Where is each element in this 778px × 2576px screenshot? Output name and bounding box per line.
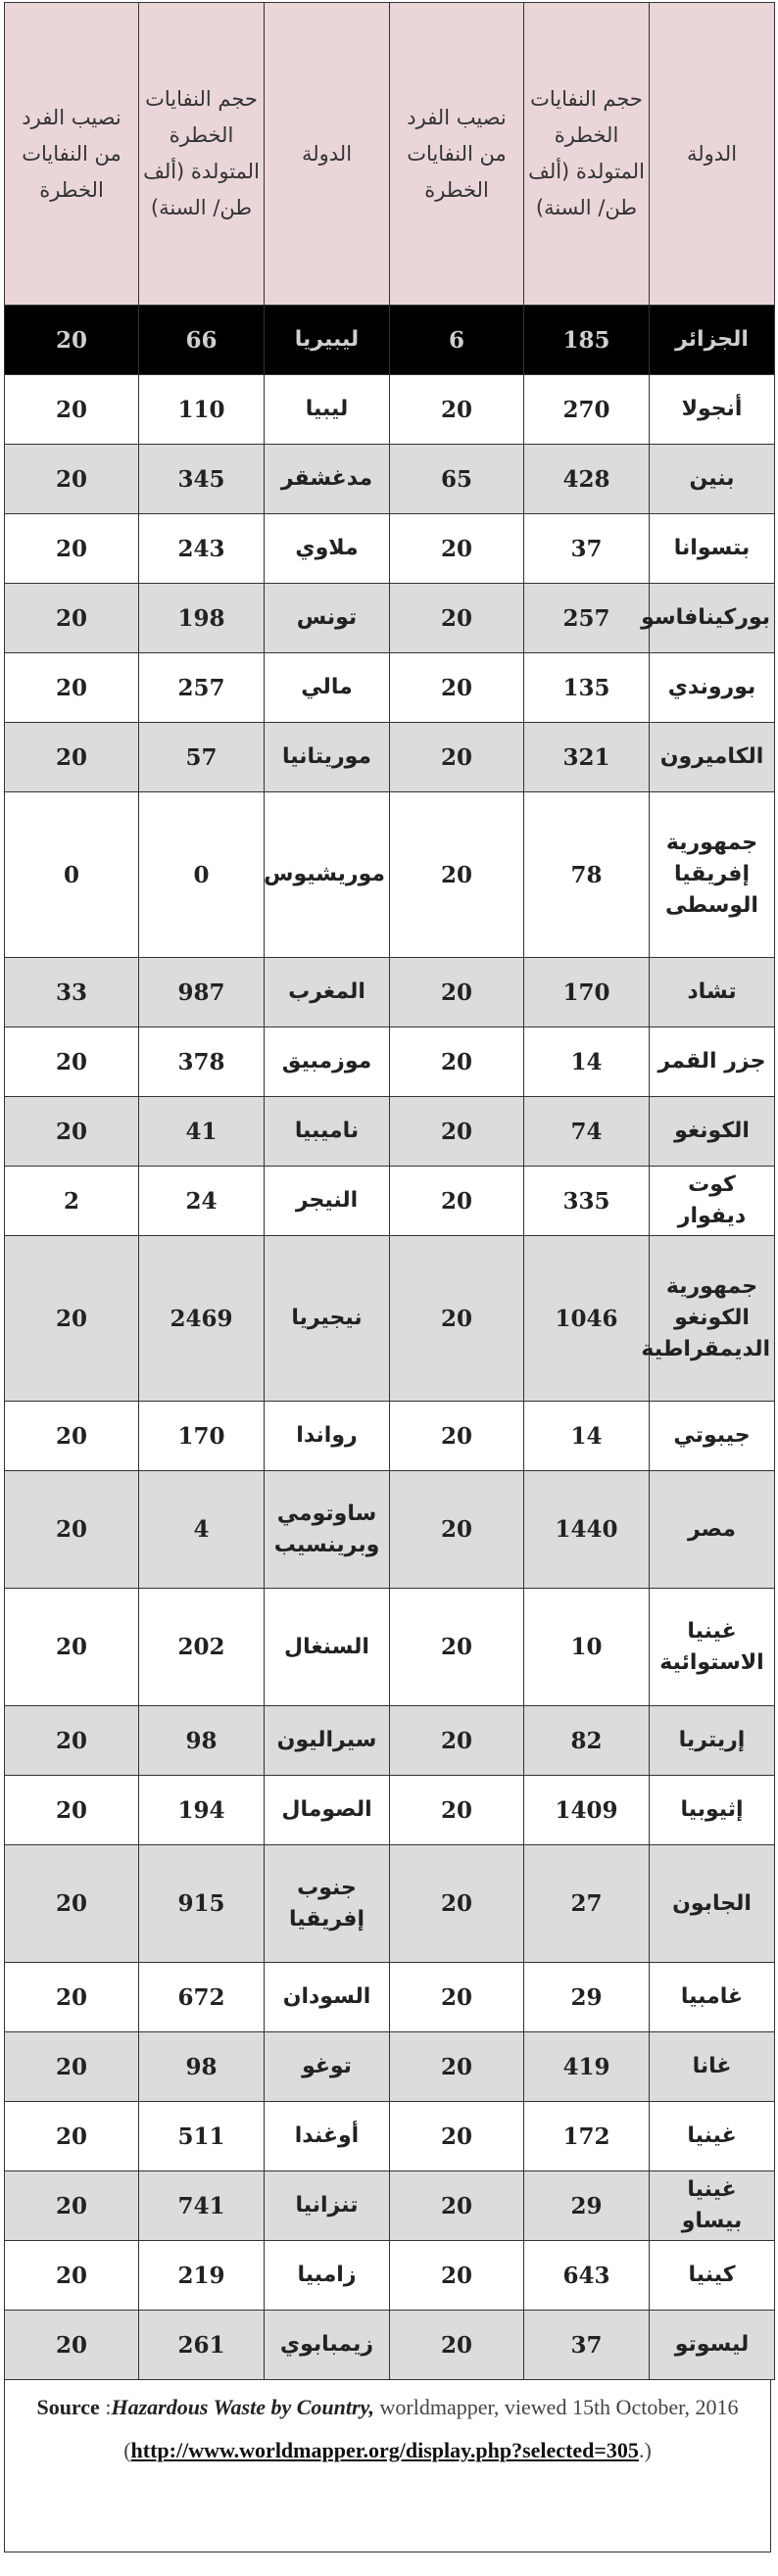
cell-share: 20 [5,1471,139,1589]
cell-share: 20 [390,2032,524,2102]
cell-share: 20 [390,958,524,1027]
table-row [5,584,775,653]
cell-share: 20 [5,2311,139,2380]
cell-volume: 257 [524,584,650,653]
page [4,2,774,2552]
table-row [5,653,775,723]
cell-share: 20 [5,1706,139,1776]
cell-country: مالي [265,653,390,723]
cell-share: 20 [390,1027,524,1097]
cell-volume: 987 [139,958,265,1027]
cell-country: غينيا [650,2102,775,2171]
cell-country: غانا [650,2032,775,2102]
cell-share: 20 [390,1963,524,2032]
table-row [5,1471,775,1589]
cell-country: بوروندي [650,653,775,723]
cell-country: موريشيوس [265,792,390,958]
cell-share: 33 [5,958,139,1027]
source-end: .) [638,2438,652,2462]
cell-volume: 185 [524,306,650,375]
cell-country: بتسوانا [650,514,775,584]
cell-share: 20 [390,653,524,723]
cell-share: 20 [5,445,139,514]
cell-country: ناميبيا [265,1097,390,1167]
cell-country: تنزانيا [265,2171,390,2241]
cell-country: جيبوتي [650,1402,775,1471]
cell-volume: 378 [139,1027,265,1097]
cell-share: 20 [5,2241,139,2311]
cell-share: 20 [390,1236,524,1402]
cell-volume: 2469 [139,1236,265,1402]
cell-share: 20 [5,1027,139,1097]
cell-share: 20 [390,2102,524,2171]
cell-share: 20 [5,1097,139,1167]
cell-country: ملاوي [265,514,390,584]
cell-country: الكونغو [650,1097,775,1167]
cell-volume: 10 [524,1589,650,1706]
cell-share: 20 [390,1845,524,1963]
table-row [5,1097,775,1167]
cell-volume: 24 [139,1167,265,1236]
cell-volume: 14 [524,1402,650,1471]
cell-volume: 219 [139,2241,265,2311]
cell-country: المغرب [265,958,390,1027]
cell-volume: 321 [524,723,650,792]
cell-share: 20 [390,1589,524,1706]
cell-share: 20 [5,2171,139,2241]
cell-volume: 135 [524,653,650,723]
cell-country: جمهورية إفريقيا الوسطى [650,792,775,958]
table-row [5,1706,775,1776]
cell-share: 20 [390,723,524,792]
cell-country: جمهورية الكونغو الديمقراطية [650,1236,775,1402]
cell-country: تشاد [650,958,775,1027]
cell-volume: 198 [139,584,265,653]
cell-volume: 74 [524,1097,650,1167]
cell-country: جزر القمر [650,1027,775,1097]
cell-share: 20 [390,2171,524,2241]
table-row [5,1027,775,1097]
table-row [5,1963,775,2032]
cell-country: إثيوبيا [650,1776,775,1845]
cell-volume: 511 [139,2102,265,2171]
table-row [5,2311,775,2380]
source-link[interactable]: http://www.worldmapper.org/display.php?selected=305 [130,2438,639,2462]
cell-share: 20 [5,584,139,653]
table-row [5,1589,775,1706]
cell-volume: 29 [524,2171,650,2241]
table-row [5,1845,775,1963]
cell-share: 2 [5,1167,139,1236]
cell-country: السودان [265,1963,390,2032]
cell-volume: 172 [524,2102,650,2171]
header-country: الدولة [265,3,390,306]
cell-country: كينيا [650,2241,775,2311]
cell-volume: 428 [524,445,650,514]
cell-share: 20 [390,584,524,653]
cell-country: الجزائر [650,306,775,375]
cell-share: 20 [5,306,139,375]
cell-country: ساوتومي وبرينسيب [265,1471,390,1589]
table-row [5,2102,775,2171]
cell-share: 20 [390,792,524,958]
cell-volume: 1046 [524,1236,650,1402]
header-country: الدولة [650,3,775,306]
table-row [5,1236,775,1402]
cell-country: سيراليون [265,1706,390,1776]
table-row [5,2032,775,2102]
cell-volume: 37 [524,514,650,584]
header-volume: حجم النفايات الخطرة المتولدة (ألف طن/ السنة) [139,3,265,306]
cell-country: النيجر [265,1167,390,1236]
cell-country: مصر [650,1471,775,1589]
cell-share: 20 [5,1402,139,1471]
header-volume: حجم النفايات الخطرة المتولدة (ألف طن/ السنة) [524,3,650,306]
table-row [5,2241,775,2311]
cell-volume: 29 [524,1963,650,2032]
cell-share: 20 [390,1776,524,1845]
source-title: Hazardous Waste by Country, [111,2395,374,2419]
cell-country: غينيا الاستوائية [650,1589,775,1706]
cell-volume: 243 [139,514,265,584]
cell-volume: 98 [139,2032,265,2102]
cell-share: 0 [5,792,139,958]
cell-country: السنغال [265,1589,390,1706]
table-row [5,306,775,375]
cell-country: غامبيا [650,1963,775,2032]
cell-country: زيمبابوي [265,2311,390,2380]
cell-volume: 66 [139,306,265,375]
cell-volume: 110 [139,375,265,445]
cell-share: 20 [5,1963,139,2032]
cell-share: 20 [390,1097,524,1167]
cell-country: كوت ديفوار [650,1167,775,1236]
cell-volume: 1440 [524,1471,650,1589]
table-row [5,514,775,584]
cell-country: موزمبيق [265,1027,390,1097]
cell-country: إريتريا [650,1706,775,1776]
cell-volume: 335 [524,1167,650,1236]
cell-volume: 419 [524,2032,650,2102]
cell-share: 20 [5,2102,139,2171]
cell-volume: 98 [139,1706,265,1776]
cell-volume: 643 [524,2241,650,2311]
cell-volume: 261 [139,2311,265,2380]
table-row [5,1402,775,1471]
cell-country: مدغشقر [265,445,390,514]
table-row [5,958,775,1027]
cell-share: 20 [5,375,139,445]
cell-share: 20 [5,1236,139,1402]
cell-country: ليبيا [265,375,390,445]
cell-volume: 257 [139,653,265,723]
cell-share: 20 [390,375,524,445]
cell-volume: 4 [139,1471,265,1589]
cell-country: رواندا [265,1402,390,1471]
header-row [5,3,775,306]
cell-volume: 78 [524,792,650,958]
header-share: نصيب الفرد من النفايات الخطرة [390,3,524,306]
hazardous-waste-table [4,2,775,2380]
cell-volume: 57 [139,723,265,792]
cell-volume: 27 [524,1845,650,1963]
table-row [5,2171,775,2241]
cell-country: نيجيريا [265,1236,390,1402]
cell-country: زامبيا [265,2241,390,2311]
cell-share: 20 [390,2311,524,2380]
cell-country: تونس [265,584,390,653]
cell-volume: 0 [139,792,265,958]
cell-volume: 741 [139,2171,265,2241]
cell-volume: 82 [524,1706,650,1776]
source-label: Source [36,2395,100,2419]
source-note: Source :Hazardous Waste by Country, worldmapper, viewed 15th October, 2016 (http://www.worldmapper.org/display.php?selected=305.) [4,2380,771,2552]
header-share: نصيب الفرد من النفايات الخطرة [5,3,139,306]
cell-share: 20 [390,1167,524,1236]
cell-volume: 14 [524,1027,650,1097]
table-row [5,723,775,792]
cell-country: بنين [650,445,775,514]
cell-volume: 345 [139,445,265,514]
cell-country: الصومال [265,1776,390,1845]
table-row [5,445,775,514]
cell-share: 20 [5,1845,139,1963]
cell-country: توغو [265,2032,390,2102]
table-row [5,1167,775,1236]
cell-share: 20 [390,2241,524,2311]
cell-share: 65 [390,445,524,514]
cell-volume: 915 [139,1845,265,1963]
table-body [5,306,775,2380]
cell-volume: 170 [139,1402,265,1471]
cell-country: جنوب إفريقيا [265,1845,390,1963]
table-row [5,375,775,445]
cell-country: ليبيريا [265,306,390,375]
cell-share: 20 [5,514,139,584]
cell-volume: 270 [524,375,650,445]
cell-volume: 170 [524,958,650,1027]
cell-volume: 1409 [524,1776,650,1845]
cell-country: أنجولا [650,375,775,445]
cell-country: الكاميرون [650,723,775,792]
source-text: worldmapper, viewed 15th October, 2016 ( [123,2395,739,2462]
cell-share: 6 [390,306,524,375]
cell-volume: 672 [139,1963,265,2032]
cell-country: بوركينافاسو [650,584,775,653]
cell-share: 20 [390,1402,524,1471]
table-row [5,1776,775,1845]
cell-share: 20 [5,1589,139,1706]
cell-country: أوغندا [265,2102,390,2171]
cell-share: 20 [5,653,139,723]
cell-volume: 41 [139,1097,265,1167]
cell-share: 20 [390,1471,524,1589]
cell-share: 20 [5,1776,139,1845]
cell-share: 20 [5,723,139,792]
cell-country: موريتانيا [265,723,390,792]
cell-volume: 194 [139,1776,265,1845]
table-row [5,792,775,958]
cell-share: 20 [390,514,524,584]
cell-volume: 37 [524,2311,650,2380]
cell-share: 20 [390,1706,524,1776]
cell-country: الجابون [650,1845,775,1963]
cell-share: 20 [5,2032,139,2102]
cell-country: ليسوتو [650,2311,775,2380]
cell-volume: 202 [139,1589,265,1706]
cell-country: غينيا بيساو [650,2171,775,2241]
